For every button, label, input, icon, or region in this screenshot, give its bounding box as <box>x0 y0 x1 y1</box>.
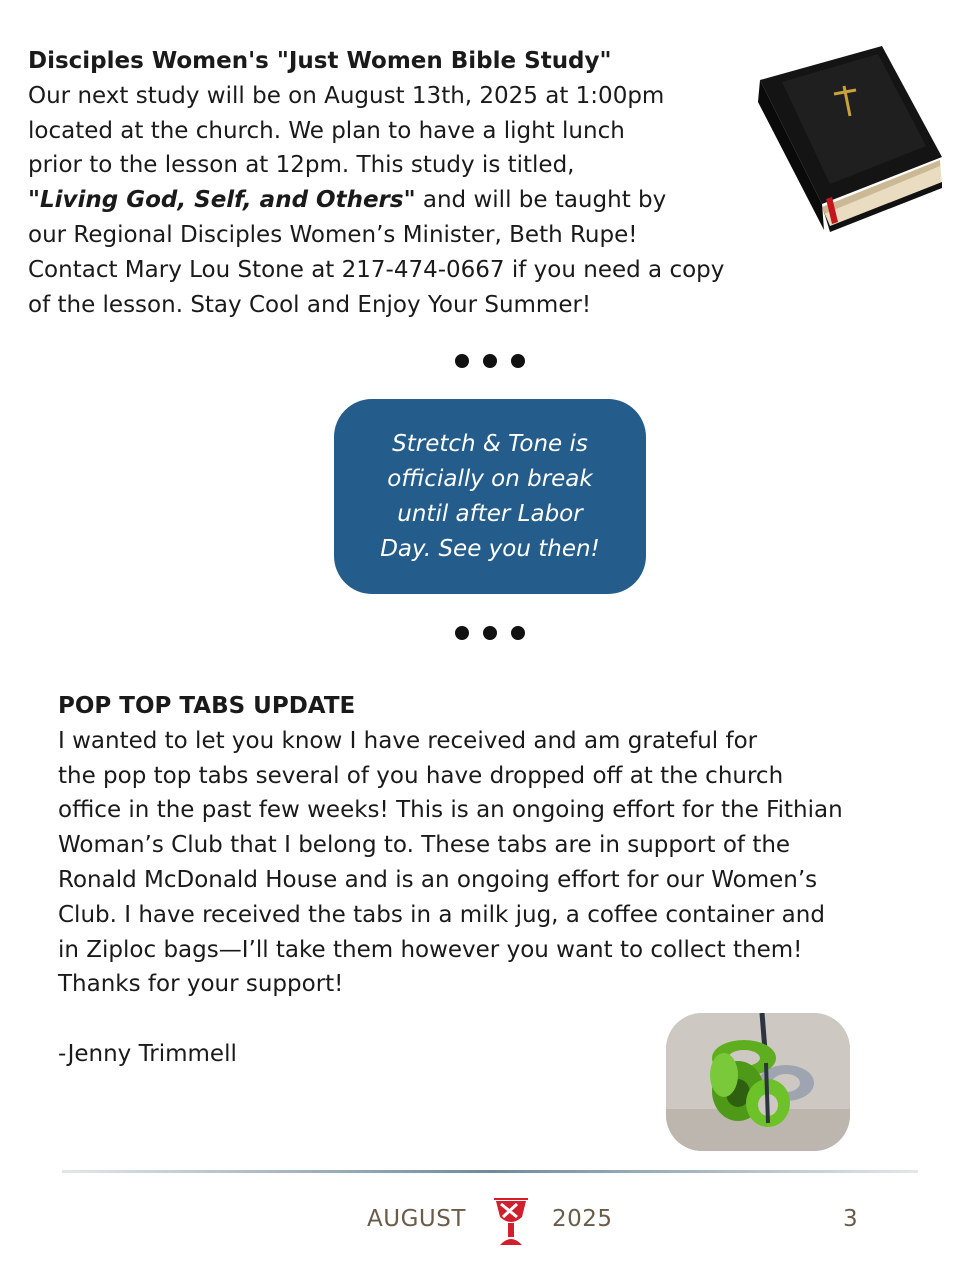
bible-study-line: located at the church. We plan to have a light lunch <box>28 117 625 144</box>
pop-top-line: I wanted to let you know I have received and am grateful for <box>58 727 758 754</box>
page-number: 3 <box>843 1206 859 1232</box>
stretch-tone-message <box>355 427 625 567</box>
pop-top-line: office in the past few weeks! This is an ongoing effort for the Fithian <box>58 797 843 824</box>
signature: -Jenny Trimmell <box>58 1040 237 1067</box>
bible-study-line: prior to the lesson at 12pm. This study is titled, <box>28 152 575 179</box>
dot <box>483 354 497 368</box>
pop-top-line: Woman’s Club that I belong to. These tabs are in support of the <box>58 832 791 859</box>
pop-top-line: Club. I have received the tabs in a milk jug, a coffee container and <box>58 901 825 928</box>
bible-study-line: Contact Mary Lou Stone at 217-474-0667 if you need a copy <box>28 256 725 283</box>
message-line: Day. See you then! <box>380 535 600 562</box>
message-line: officially on break <box>387 465 593 492</box>
dot <box>455 626 469 640</box>
bible-study-title-line <box>28 183 808 218</box>
dot <box>483 626 497 640</box>
bible-study-line: of the lesson. Stay Cool and Enjoy Your Summer! <box>28 291 592 318</box>
bible-study-line: our Regional Disciples Women’s Minister, Beth Rupe! <box>28 221 638 248</box>
bible-icon <box>752 42 952 232</box>
footer-divider <box>62 1170 918 1173</box>
stretch-tone-bubble <box>334 399 646 594</box>
pop-top-line: the pop top tabs several of you have dropped off at the church <box>58 762 784 789</box>
footer-year: 2025 <box>552 1206 613 1232</box>
pop-top-line: in Ziploc bags—I’ll take them however you want to collect them! <box>58 936 803 963</box>
bible-study-section <box>28 44 808 322</box>
separator-dots-bottom <box>450 623 530 643</box>
bible-study-title: Disciples Women's "Just Women Bible Study" <box>28 48 612 74</box>
pop-top-line: Thanks for your support! <box>58 971 344 998</box>
pop-tabs-photo <box>666 1013 850 1151</box>
separator-dots-top <box>450 351 530 371</box>
study-title-after: and will be taught by <box>415 187 667 214</box>
dot <box>455 354 469 368</box>
message-line: Stretch & Tone is <box>392 430 588 457</box>
pop-top-line: Ronald McDonald House and is an ongoing effort for our Women’s <box>58 866 818 893</box>
pop-top-title: POP TOP TABS UPDATE <box>58 693 356 719</box>
dot <box>511 354 525 368</box>
dot <box>511 626 525 640</box>
study-title: "Living God, Self, and Others" <box>28 187 416 214</box>
footer-month: AUGUST <box>367 1206 466 1232</box>
chalice-icon <box>492 1195 530 1247</box>
bible-study-line: Our next study will be on August 13th, 2025 at 1:00pm <box>28 82 665 109</box>
message-line: until after Labor <box>397 500 583 527</box>
